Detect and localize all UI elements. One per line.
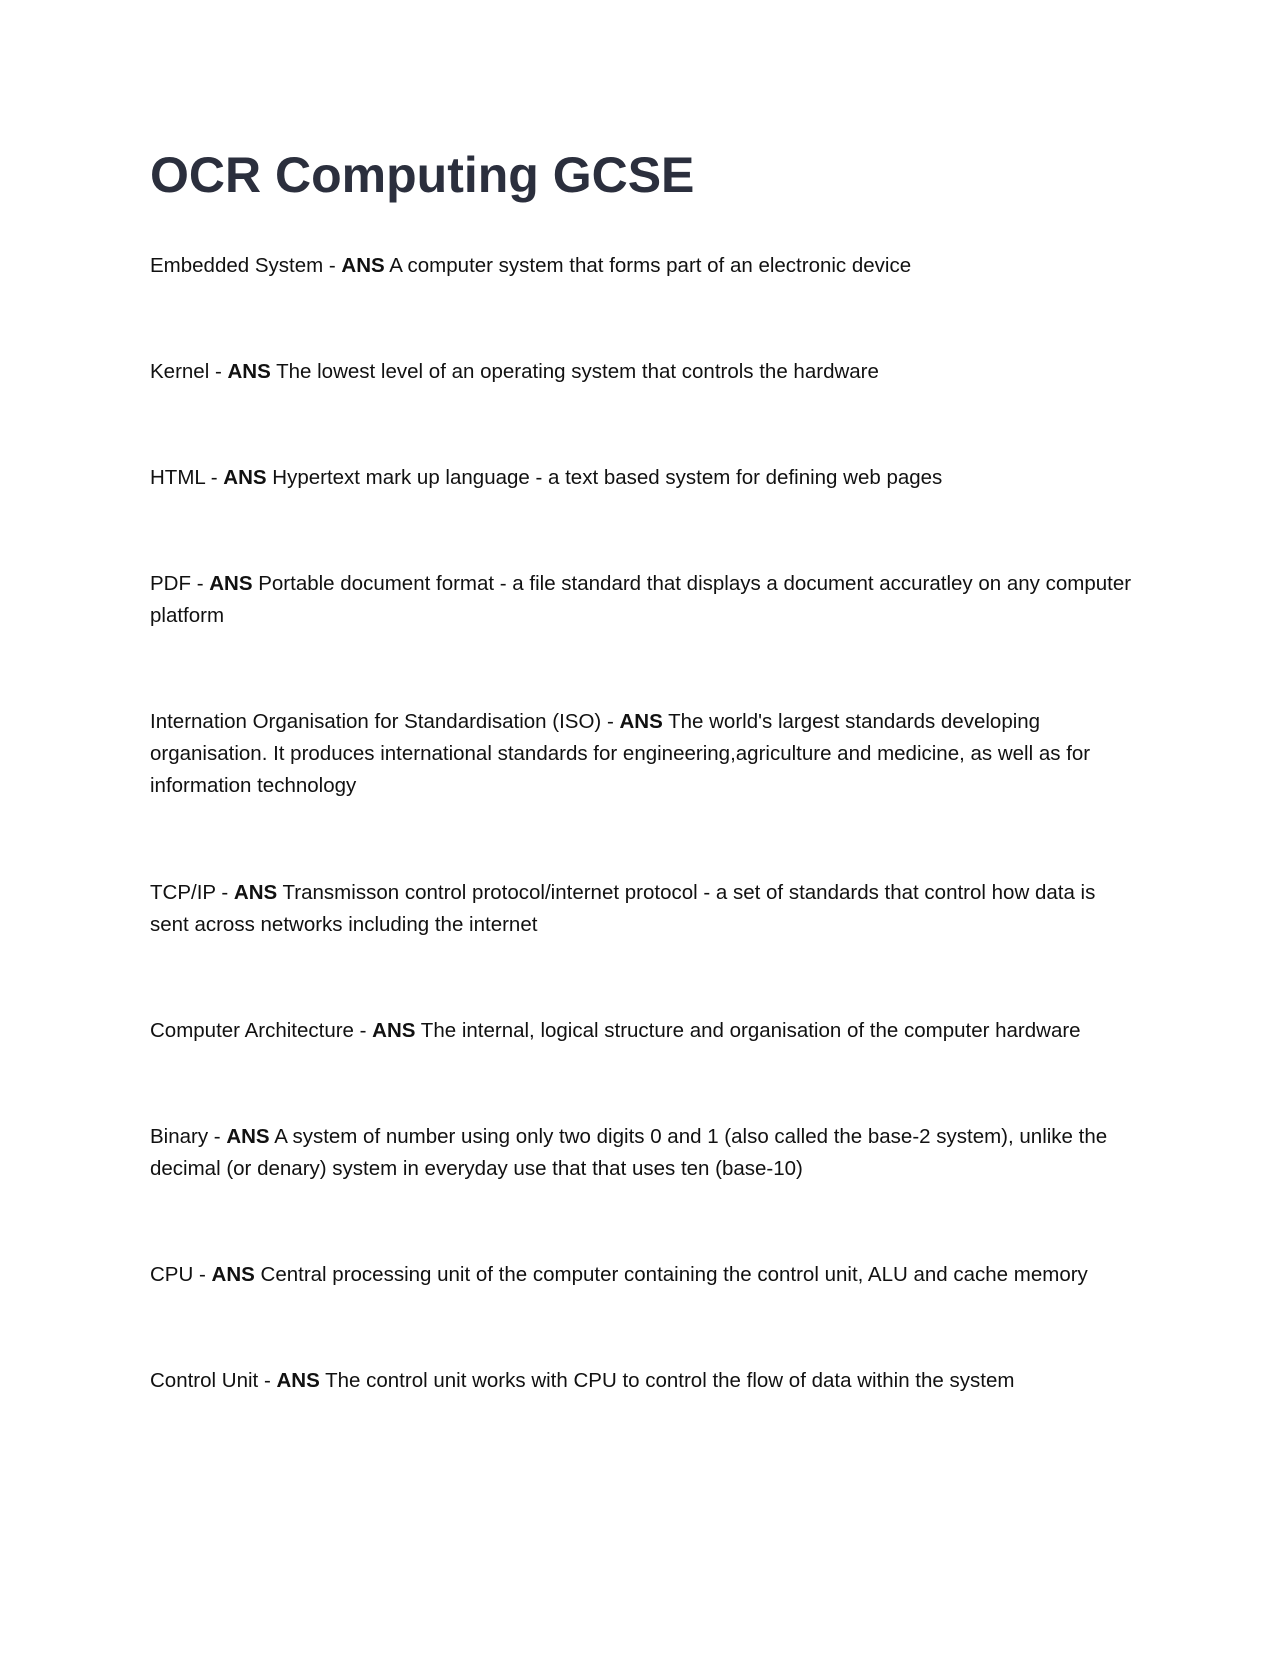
entry-separator: -	[193, 1263, 212, 1286]
entry-definition: Transmisson control protocol/internet protocol - a set of standards that control how data is sent across networks including the internet	[150, 881, 1096, 936]
entry-definition: A computer system that forms part of an electronic device	[389, 254, 912, 277]
entry-term: HTML	[150, 466, 206, 489]
entry-separator: -	[209, 360, 228, 383]
entry-separator: -	[353, 1019, 373, 1042]
glossary-entry-binary	[150, 1121, 1135, 1185]
page-title: OCR Computing GCSE	[150, 147, 695, 203]
answer-marker: ANS	[372, 1019, 416, 1042]
entry-term: Internation Organisation for Standardisation (ISO)	[150, 710, 602, 733]
glossary-entry-iso	[150, 706, 1135, 802]
answer-marker: ANS	[619, 710, 663, 733]
entry-definition: Hypertext mark up language - a text based system for defining web pages	[272, 466, 943, 489]
entry-separator: -	[601, 710, 620, 733]
entry-definition: A system of number using only two digits 0 and 1 (also called the base-2 system), unlike the decimal (or denary) system in everyday use that that uses ten (base-10)	[150, 1125, 1108, 1180]
entry-definition: The control unit works with CPU to control the flow of data within the system	[325, 1369, 1015, 1392]
answer-marker: ANS	[223, 466, 267, 489]
entry-definition: The lowest level of an operating system that controls the hardware	[276, 360, 879, 383]
answer-marker: ANS	[276, 1369, 320, 1392]
glossary-entry-control-unit	[150, 1365, 1135, 1397]
entry-separator: -	[215, 881, 234, 904]
entry-term: Control Unit	[150, 1369, 259, 1392]
entry-definition: The world's largest standards developing organisation. It produces international standards for engineering,agriculture and medicine, as well as for information technology	[150, 710, 1091, 797]
glossary-entry-pdf	[150, 568, 1135, 632]
answer-marker: ANS	[211, 1263, 255, 1286]
answer-marker: ANS	[341, 254, 385, 277]
entry-term: Kernel	[150, 360, 210, 383]
entry-term: PDF	[150, 572, 191, 595]
entry-term: Computer Architecture	[150, 1019, 354, 1042]
glossary-entry-computer-architecture	[150, 1015, 1135, 1047]
answer-marker: ANS	[226, 1125, 270, 1148]
answer-marker: ANS	[233, 881, 278, 904]
glossary-entry-embedded-system	[150, 250, 1135, 282]
entry-definition: Portable document format - a file standard that displays a document accuratley on any computer platform	[150, 572, 1132, 627]
glossary-entry-cpu	[150, 1259, 1135, 1291]
entry-separator: -	[205, 466, 224, 489]
entry-term: Binary	[150, 1125, 209, 1148]
entry-term: Embedded System	[150, 254, 324, 277]
answer-marker: ANS	[227, 360, 271, 383]
entry-definition: The internal, logical structure and organisation of the computer hardware	[420, 1019, 1081, 1042]
entry-definition: Central processing unit of the computer containing the control unit, ALU and cache memory	[260, 1263, 1088, 1286]
glossary-entry-html	[150, 462, 1135, 494]
answer-marker: ANS	[209, 572, 253, 595]
entry-separator: -	[258, 1369, 277, 1392]
entry-separator: -	[191, 572, 210, 595]
entry-term: CPU	[150, 1263, 194, 1286]
entry-separator: -	[323, 254, 342, 277]
entry-separator: -	[208, 1125, 227, 1148]
glossary-entry-kernel	[150, 356, 1135, 388]
entry-term: TCP/IP	[150, 881, 216, 904]
glossary-entry-tcp-ip	[150, 877, 1135, 941]
